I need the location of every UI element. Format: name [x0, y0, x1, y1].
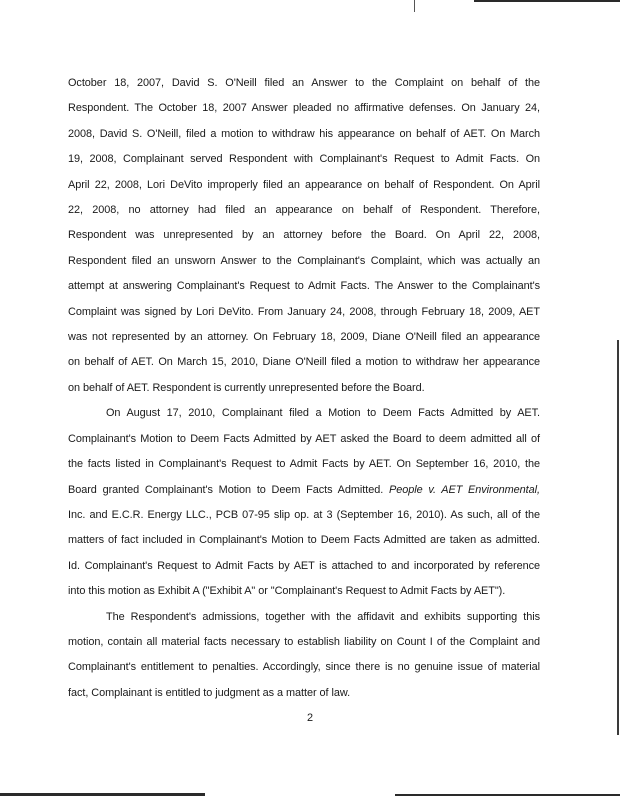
text-line: on behalf of AET. Respondent is currently unrepresented before the Board.: [68, 381, 425, 394]
text-line: was not represented by an attorney. On February 18, 2009, Diane O'Neill filed an appearance: [68, 331, 540, 344]
text-line: Respondent filed an unsworn Answer to the Complainant's Complaint, which was actually an: [68, 254, 540, 267]
text-line: the facts listed in Complainant's Request to Admit Facts by AET. On September 16, 2010, the: [68, 458, 540, 471]
scan-mark: [617, 340, 619, 735]
text-line: Inc. and E.C.R. Energy LLC., PCB 07-95 slip op. at 3 (September 16, 2010). As such, all of the: [68, 508, 540, 521]
text-line: fact, Complainant is entitled to judgment as a matter of law.: [68, 686, 351, 699]
text-line: Respondent. The October 18, 2007 Answer pleaded no affirmative defenses. On January 24,: [68, 102, 540, 115]
scan-mark: [0, 793, 205, 796]
text-line: into this motion as Exhibit A ("Exhibit A" or "Complainant's Request to Admit Facts by AET").: [68, 585, 506, 598]
page-number: 2: [306, 712, 314, 724]
paragraph-1: [68, 71, 540, 401]
scan-mark: [414, 0, 415, 12]
text-line: The Respondent's admissions, together with the affidavit and exhibits supporting this: [106, 610, 540, 623]
text-line: October 18, 2007, David S. O'Neill filed an Answer to the Complaint on behalf of the: [68, 77, 540, 89]
paragraph-2: [68, 401, 540, 604]
text-line: April 22, 2008, Lori DeVito improperly filed an appearance on behalf of Respondent. On April: [68, 178, 540, 191]
text-line: 2008, David S. O'Neill, filed a motion to withdraw his appearance on behalf of AET. On March: [68, 127, 540, 140]
text-line: Complainant's Motion to Deem Facts Admitted by AET asked the Board to deem admitted all of: [68, 432, 540, 445]
text-line: Board granted Complainant's Motion to Deem Facts Admitted. People v. AET Environmental,: [68, 483, 540, 496]
paragraph-3: [68, 605, 540, 707]
text-line: motion, contain all material facts necessary to establish liability on Count I of the Complaint and: [68, 635, 540, 648]
text-line: 22, 2008, no attorney had filed an appearance on behalf of Respondent. Therefore,: [68, 204, 540, 217]
scan-mark: [395, 794, 620, 796]
text-line: Complaint was signed by Lori DeVito. From January 24, 2008, through February 18, 2009, AET: [68, 305, 540, 318]
text-line: Complainant's entitlement to penalties. Accordingly, since there is no genuine issue of material: [68, 661, 540, 674]
text-line: attempt at answering Complainant's Request to Admit Facts. The Answer to the Complainant's: [68, 280, 540, 293]
text-line: Respondent was unrepresented by an attorney before the Board. On April 22, 2008,: [68, 229, 540, 242]
body-text: [68, 71, 540, 706]
scan-mark: [474, 0, 620, 2]
text-line: 19, 2008, Complainant served Respondent with Complainant's Request to Admit Facts. On: [68, 153, 540, 166]
text-line: On August 17, 2010, Complainant filed a Motion to Deem Facts Admitted by AET.: [106, 407, 540, 420]
text-line: on behalf of AET. On March 15, 2010, Diane O'Neill filed a motion to withdraw her appearance: [68, 356, 540, 369]
text-line: Id. Complainant's Request to Admit Facts by AET is attached to and incorporated by reference: [68, 559, 540, 572]
text-line: matters of fact included in Complainant's Motion to Deem Facts Admitted are taken as admitted.: [68, 534, 540, 547]
